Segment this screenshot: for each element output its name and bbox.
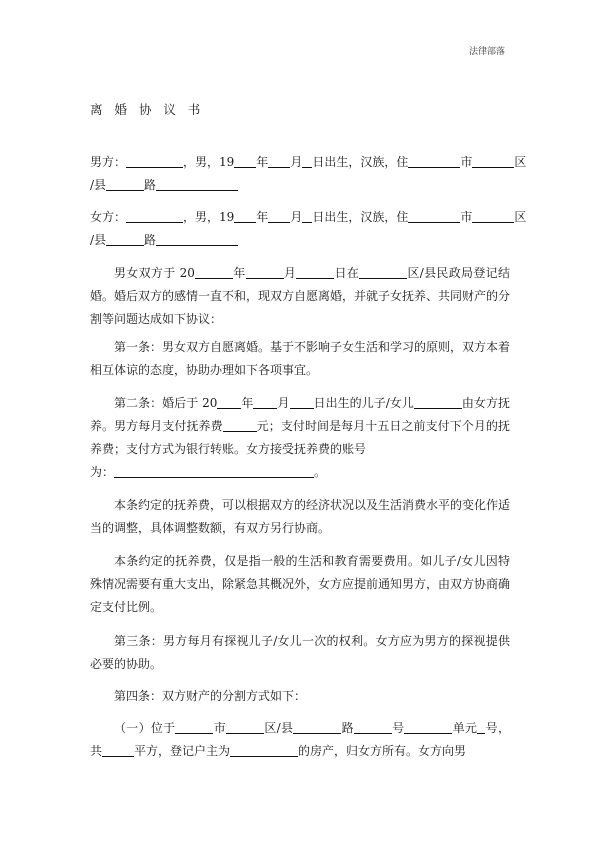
header-brand: 法律部落 [468,47,505,57]
adjustment-paragraph: 本条约定的抚养费，可以根据双方的经济状况以及生活消费水平的变化作适当的调整，具体调整数额，有双方另行协商。 [90,498,511,535]
male-line-2: /县 路 [90,176,238,193]
female-line-2: /县 路 [90,231,238,248]
intro-paragraph: 男女双方于 20 年 月 日在 区/县民政局登记结婚。婚后双方的感情一直不和，现双方自愿离婚，并就子女抚养、共同财产的分割等问题达成如下协议： [90,266,511,326]
article-2: 第二条：婚后于 20 年 月 日出生的儿子/女儿 由女方抚养。男方每月支付抚养费 元；支付时间是每月十五日之前支付下个月的抚养费；支付方式为银行转账。女方接受抚养费的账号 为： 。 [90,396,510,479]
article-3: 第三条：男方每月有探视儿子/女儿一次的权利。女方应为男方的探视提供必要的协助。 [90,634,510,671]
article-4: 第四条：双方财产的分割方式如下： [114,689,307,703]
female-line-1: 女方： ，男，19 年 月 日出生，汉族，住 市 区 [90,210,527,224]
article-1: 第一条：男女双方自愿离婚。基于不影响子女生活和学习的原则，双方本着相互体谅的态度，协助办理如下各项事宜。 [90,340,511,377]
document-title: 离 婚 协 议 书 [90,102,205,117]
property-item-1: （一）位于 市 区/县 路 号 单元 号，共 平方，登记户主为 的房产，归女方所有。女方向男 [90,721,510,758]
expense-paragraph: 本条约定的抚养费，仅是指一般的生活和教育需要费用。如儿子/女儿因特殊情况需要有重大支出，除紧急其概况外，女方应提前通知男方，由双方协商确定支付比例。 [90,554,511,614]
male-line-1: 男方： ，男，19 年 月 日出生，汉族，住 市 区 [90,155,527,169]
